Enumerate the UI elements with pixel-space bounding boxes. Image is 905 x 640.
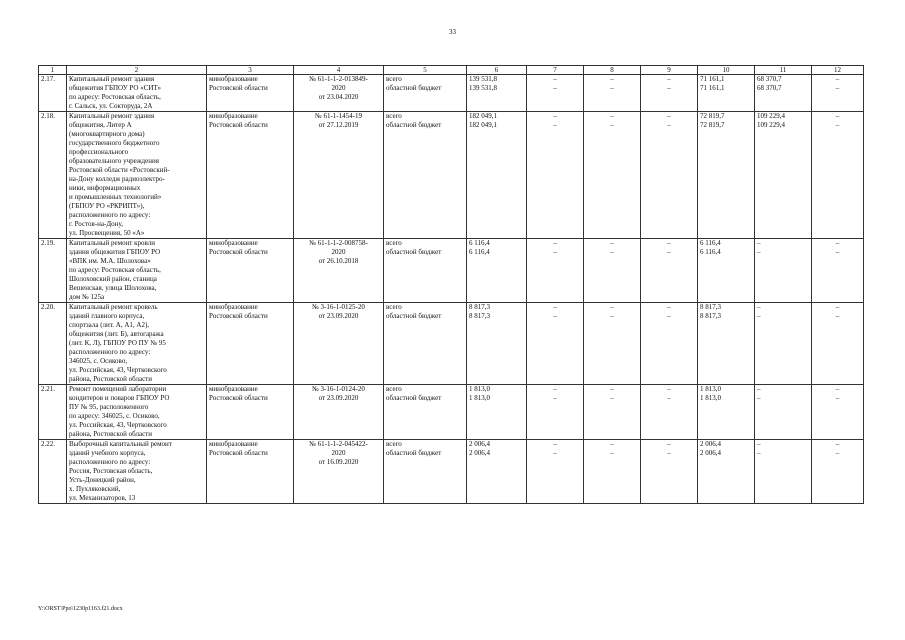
cell-line: дом № 125а xyxy=(69,293,105,301)
cell-line: (многоквартирного дома) xyxy=(69,130,145,138)
amount-cell-c12 xyxy=(812,112,864,239)
cell-line: спортзала (лит. А, А1, А2), xyxy=(69,321,150,329)
amount-value: 68 370,7 xyxy=(757,84,782,92)
document-cell xyxy=(294,239,384,303)
amount-value: 182 049,1 xyxy=(469,121,497,129)
amount-cell-c7 xyxy=(527,112,584,239)
cell-line: зданий учебного корпуса, xyxy=(69,449,146,457)
amount-value: – xyxy=(757,440,761,448)
amount-cell-c10 xyxy=(698,75,755,112)
amount-value: – xyxy=(553,112,557,120)
organization-cell xyxy=(207,440,294,504)
cell-line: (ГБПОУ РО «РКРИПТ»), xyxy=(69,202,145,210)
amount-value: – xyxy=(667,312,671,320)
amount-cell-c6 xyxy=(467,385,527,440)
funding-source: областной бюджет xyxy=(386,84,442,92)
cell-line: 2020 xyxy=(331,84,346,92)
amount-cell-c12 xyxy=(812,440,864,504)
cell-line: от 16.09.2020 xyxy=(318,458,359,466)
column-header: 8 xyxy=(584,66,641,75)
table-row xyxy=(39,75,864,112)
amount-value: – xyxy=(667,75,671,83)
amount-cell-c8 xyxy=(584,75,641,112)
amount-value: – xyxy=(667,449,671,457)
cell-line: по адресу: 346025, с. Осиково, xyxy=(69,412,160,420)
cell-line: Ростовской области xyxy=(209,449,268,457)
funding-source: областной бюджет xyxy=(386,449,442,457)
funding-source-cell xyxy=(384,239,467,303)
amount-value: – xyxy=(757,385,761,393)
amount-value: 6 116,4 xyxy=(469,248,490,256)
cell-line: района, Ростовской области xyxy=(69,430,152,438)
amount-cell-c6 xyxy=(467,239,527,303)
cell-line: 2020 xyxy=(331,449,346,457)
amount-cell-c8 xyxy=(584,239,641,303)
amount-value: – xyxy=(835,75,840,83)
cell-line: Капитальный ремонт здания xyxy=(69,112,155,120)
object-name-cell xyxy=(67,303,207,385)
row-number-cell xyxy=(39,239,67,303)
amount-value: – xyxy=(667,440,671,448)
amount-cell-c6 xyxy=(467,112,527,239)
amount-value: – xyxy=(835,121,840,129)
amount-value: – xyxy=(610,385,614,393)
amount-cell-c11 xyxy=(755,385,812,440)
amount-cell-c9 xyxy=(641,75,698,112)
cell-line: Усть-Донецкий район, xyxy=(69,476,136,484)
amount-value: – xyxy=(835,312,840,320)
cell-line: минобразование xyxy=(209,303,258,311)
cell-line: от 23.04.2020 xyxy=(318,93,359,101)
organization-cell xyxy=(207,112,294,239)
object-name-cell xyxy=(67,440,207,504)
amount-value: – xyxy=(757,312,761,320)
organization-cell xyxy=(207,303,294,385)
amount-cell-c11 xyxy=(755,303,812,385)
cell-line: «ВПК им. М.А. Шолохова» xyxy=(69,257,151,265)
column-header: 10 xyxy=(698,66,755,75)
amount-value: – xyxy=(667,248,671,256)
amount-cell-c10 xyxy=(698,303,755,385)
organization-cell xyxy=(207,239,294,303)
amount-value: – xyxy=(553,121,557,129)
amount-value: 1 813,0 xyxy=(700,394,721,402)
amount-value: – xyxy=(610,112,614,120)
cell-line: 2020 xyxy=(331,248,346,256)
amount-value: 1 813,0 xyxy=(469,385,490,393)
amount-value: – xyxy=(610,303,614,311)
amount-value: – xyxy=(553,449,557,457)
cell-line: Выборочный капитальный ремонт xyxy=(69,440,172,448)
amount-value: – xyxy=(667,385,671,393)
amount-value: – xyxy=(757,303,761,311)
cell-line: минобразование xyxy=(209,239,258,247)
funding-source: всего xyxy=(386,75,402,83)
amount-value: – xyxy=(610,121,614,129)
funding-source: областной бюджет xyxy=(386,312,442,320)
amount-value: 8 817,3 xyxy=(469,303,490,311)
table-row xyxy=(39,385,864,440)
amount-cell-c7 xyxy=(527,385,584,440)
amount-cell-c11 xyxy=(755,75,812,112)
object-name-cell xyxy=(67,239,207,303)
amount-value: 68 370,7 xyxy=(757,75,782,83)
cell-line: Ростовской области xyxy=(209,312,268,320)
cell-line: зданий главного корпуса, xyxy=(69,312,145,320)
amount-value: 71 161,1 xyxy=(700,75,725,83)
cell-line: от 26.10.2018 xyxy=(318,257,359,265)
cell-line: Ростовской области xyxy=(209,248,268,256)
amount-value: – xyxy=(835,239,840,247)
amount-value: 8 817,3 xyxy=(469,312,490,320)
amount-cell-c12 xyxy=(812,75,864,112)
funding-source: областной бюджет xyxy=(386,121,442,129)
funding-source: всего xyxy=(386,239,402,247)
page-number: 33 xyxy=(449,28,456,36)
cell-line: № 61-1-1-2-008758- xyxy=(309,239,368,247)
amount-value: – xyxy=(553,75,557,83)
amount-value: – xyxy=(667,303,671,311)
amount-value: – xyxy=(610,312,614,320)
amount-value: – xyxy=(835,394,840,402)
row-number: 2.19. xyxy=(41,239,55,247)
amount-cell-c7 xyxy=(527,303,584,385)
cell-line: здания общежития ГБПОУ РО xyxy=(69,248,161,256)
table-row xyxy=(39,440,864,504)
amount-value: 6 116,4 xyxy=(700,248,721,256)
amount-cell-c10 xyxy=(698,239,755,303)
amount-value: – xyxy=(610,75,614,83)
cell-line: ул. Российская, 43, Чертковского xyxy=(69,366,167,374)
amount-cell-c8 xyxy=(584,385,641,440)
amount-value: 8 817,3 xyxy=(700,312,721,320)
cell-line: № 61-1-1454-19 xyxy=(315,112,362,120)
column-header: 9 xyxy=(641,66,698,75)
funding-source: всего xyxy=(386,385,402,393)
cell-line: минобразование xyxy=(209,385,258,393)
amount-cell-c12 xyxy=(812,239,864,303)
amount-cell-c10 xyxy=(698,112,755,239)
amount-value: 1 813,0 xyxy=(469,394,490,402)
amount-value: 1 813,0 xyxy=(700,385,721,393)
amount-cell-c10 xyxy=(698,385,755,440)
cell-line: расположенного по адресу: xyxy=(69,348,151,356)
column-header: 7 xyxy=(527,66,584,75)
funding-source-cell xyxy=(384,75,467,112)
cell-line: Капитальный ремонт кровель xyxy=(69,303,158,311)
cell-line: на-Дону колледж радиоэлектро- xyxy=(69,175,165,183)
amount-cell-c12 xyxy=(812,385,864,440)
amount-cell-c12 xyxy=(812,303,864,385)
amount-cell-c8 xyxy=(584,303,641,385)
document-cell xyxy=(294,112,384,239)
cell-line: расположенного по адресу: xyxy=(69,211,151,219)
organization-cell xyxy=(207,385,294,440)
cell-line: ул. Механизаторов, 13 xyxy=(69,494,136,502)
cell-line: № 3-16-1-0124-20 xyxy=(312,385,365,393)
amount-cell-c7 xyxy=(527,239,584,303)
amount-value: 139 531,8 xyxy=(469,84,497,92)
cell-line: ул. Российская, 43, Чертковского xyxy=(69,421,167,429)
cell-line: расположенного по адресу: xyxy=(69,458,151,466)
cell-line: Вешенская, улица Шолохова, xyxy=(69,284,157,292)
funding-source-cell xyxy=(384,112,467,239)
cell-line: Шолоховский район, станица xyxy=(69,275,157,283)
amount-cell-c6 xyxy=(467,440,527,504)
funding-source-cell xyxy=(384,303,467,385)
row-number-cell xyxy=(39,303,67,385)
cell-line: общежития, Литер А xyxy=(69,121,132,129)
header-row xyxy=(39,66,864,75)
cell-line: Ростовской области xyxy=(209,84,268,92)
amount-cell-c11 xyxy=(755,112,812,239)
cell-line: ПУ № 95, расположенного xyxy=(69,403,149,411)
amount-value: – xyxy=(553,303,557,311)
amount-cell-c7 xyxy=(527,75,584,112)
cell-line: х. Пухляковский, xyxy=(69,485,121,493)
amount-cell-c9 xyxy=(641,440,698,504)
cell-line: общежития (лит. Б), автогаража xyxy=(69,330,164,338)
row-number: 2.22. xyxy=(41,440,55,448)
column-header: 12 xyxy=(812,66,864,75)
amount-value: – xyxy=(610,394,614,402)
amount-value: – xyxy=(667,112,671,120)
amount-value: 109 229,4 xyxy=(757,121,785,129)
amount-value: – xyxy=(610,84,614,92)
cell-line: по адресу: Ростовская область, xyxy=(69,266,161,274)
document-cell xyxy=(294,385,384,440)
funding-source: всего xyxy=(386,440,402,448)
organization-cell xyxy=(207,75,294,112)
column-header: 2 xyxy=(67,66,207,75)
amount-cell-c6 xyxy=(467,303,527,385)
cell-line: г. Ростов-на-Дону, xyxy=(69,220,123,228)
amount-value: 139 531,8 xyxy=(469,75,497,83)
amount-value: – xyxy=(835,440,840,448)
row-number: 2.20. xyxy=(41,303,55,311)
cell-line: от 23.09.2020 xyxy=(318,312,359,320)
column-header: 6 xyxy=(467,66,527,75)
amount-value: 109 229,4 xyxy=(757,112,785,120)
funding-source: областной бюджет xyxy=(386,394,442,402)
cell-line: г. Сальск, ул. Сокторуда, 2А xyxy=(69,102,153,110)
cell-line: Россия, Ростовская область, xyxy=(69,467,153,475)
amount-value: – xyxy=(610,239,614,247)
cell-line: кондитеров и поваров ГБПОУ РО xyxy=(69,394,170,402)
amount-value: – xyxy=(835,112,840,120)
amount-cell-c9 xyxy=(641,112,698,239)
amount-cell-c8 xyxy=(584,112,641,239)
cell-line: Ростовской области xyxy=(209,121,268,129)
table-row xyxy=(39,112,864,239)
amount-value: – xyxy=(553,394,557,402)
row-number-cell xyxy=(39,385,67,440)
cell-line: Ремонт помещений лаборатории xyxy=(69,385,167,393)
amount-value: 8 817,3 xyxy=(700,303,721,311)
cell-line: № 61-1-1-2-013849- xyxy=(309,75,368,83)
amount-cell-c10 xyxy=(698,440,755,504)
cell-line: Ростовской области xyxy=(209,394,268,402)
amount-value: 2 006,4 xyxy=(700,449,721,457)
amount-value: 2 006,4 xyxy=(469,449,490,457)
amount-cell-c9 xyxy=(641,385,698,440)
amount-value: – xyxy=(835,303,840,311)
footer-file-path: Y:\ORST\Ppo\1230p1163.f21.docx xyxy=(38,606,123,612)
row-number: 2.21. xyxy=(41,385,55,393)
funding-source: областной бюджет xyxy=(386,248,442,256)
column-header: 4 xyxy=(294,66,384,75)
amount-value: – xyxy=(553,239,557,247)
amount-value: 72 819,7 xyxy=(700,112,725,120)
row-number-cell xyxy=(39,440,67,504)
amount-value: – xyxy=(835,385,840,393)
amount-value: – xyxy=(667,84,671,92)
cell-line: общежития ГБПОУ РО «СИТ» xyxy=(69,84,162,92)
amount-value: – xyxy=(757,449,761,457)
cell-line: № 61-1-1-2-045422- xyxy=(309,440,368,448)
amount-value: – xyxy=(610,248,614,256)
cell-line: образовательного учреждения xyxy=(69,157,159,165)
cell-line: Капитальный ремонт кровли xyxy=(69,239,155,247)
amount-cell-c6 xyxy=(467,75,527,112)
amount-value: – xyxy=(757,394,761,402)
row-number: 2.18. xyxy=(41,112,55,120)
cell-line: ул. Просвещения, 50 «А» xyxy=(69,229,145,237)
amount-value: 72 819,7 xyxy=(700,121,725,129)
amount-value: – xyxy=(835,84,840,92)
column-header: 5 xyxy=(384,66,467,75)
cell-line: ники, информационных xyxy=(69,184,141,192)
amount-value: – xyxy=(667,121,671,129)
amount-value: 2 006,4 xyxy=(700,440,721,448)
object-name-cell xyxy=(67,385,207,440)
amount-value: – xyxy=(667,394,671,402)
cell-line: минобразование xyxy=(209,75,258,83)
cell-line: профессионального xyxy=(69,148,129,156)
amount-cell-c11 xyxy=(755,239,812,303)
cell-line: и промышленных технологий» xyxy=(69,193,162,201)
amount-cell-c9 xyxy=(641,239,698,303)
cell-line: № 3-16-1-0125-20 xyxy=(312,303,365,311)
row-number-cell xyxy=(39,112,67,239)
cell-line: Капитальный ремонт здания xyxy=(69,75,155,83)
object-name-cell xyxy=(67,75,207,112)
cell-line: (лит. К, Л), ГБПОУ РО ПУ № 95 xyxy=(69,339,166,347)
funding-source-cell xyxy=(384,440,467,504)
cell-line: минобразование xyxy=(209,440,258,448)
amount-cell-c11 xyxy=(755,440,812,504)
amount-value: – xyxy=(610,449,614,457)
funding-source-cell xyxy=(384,385,467,440)
document-cell xyxy=(294,303,384,385)
amount-value: 2 006,4 xyxy=(469,440,490,448)
amount-value: – xyxy=(835,248,840,256)
column-header: 1 xyxy=(39,66,67,75)
row-number: 2.17. xyxy=(41,75,55,83)
cell-line: района, Ростовской области xyxy=(69,375,152,383)
data-table xyxy=(38,65,864,504)
cell-line: от 23.09.2020 xyxy=(318,394,359,402)
cell-line: 346025, с. Осиково, xyxy=(69,357,128,365)
object-name-cell xyxy=(67,112,207,239)
cell-line: Ростовской области «Ростовский- xyxy=(69,166,170,174)
table-row xyxy=(39,303,864,385)
cell-line: государственного бюджетного xyxy=(69,139,160,147)
row-number-cell xyxy=(39,75,67,112)
amount-value: – xyxy=(757,248,761,256)
amount-value: – xyxy=(667,239,671,247)
amount-value: – xyxy=(553,385,557,393)
amount-value: – xyxy=(757,239,761,247)
cell-line: минобразование xyxy=(209,112,258,120)
amount-value: – xyxy=(553,84,557,92)
amount-value: – xyxy=(610,440,614,448)
amount-value: 182 049,1 xyxy=(469,112,497,120)
table-row xyxy=(39,239,864,303)
funding-source: всего xyxy=(386,112,402,120)
amount-value: – xyxy=(553,312,557,320)
document-cell xyxy=(294,440,384,504)
cell-line: по адресу: Ростовская область, xyxy=(69,93,161,101)
amount-value: 71 161,1 xyxy=(700,84,725,92)
amount-cell-c8 xyxy=(584,440,641,504)
cell-line: от 27.12.2019 xyxy=(318,121,359,129)
amount-value: – xyxy=(553,248,557,256)
amount-value: 6 116,4 xyxy=(700,239,721,247)
column-header: 3 xyxy=(207,66,294,75)
amount-value: – xyxy=(835,449,840,457)
amount-value: 6 116,4 xyxy=(469,239,490,247)
amount-value: – xyxy=(553,440,557,448)
document-cell xyxy=(294,75,384,112)
column-header: 11 xyxy=(755,66,812,75)
amount-cell-c7 xyxy=(527,440,584,504)
amount-cell-c9 xyxy=(641,303,698,385)
funding-source: всего xyxy=(386,303,402,311)
